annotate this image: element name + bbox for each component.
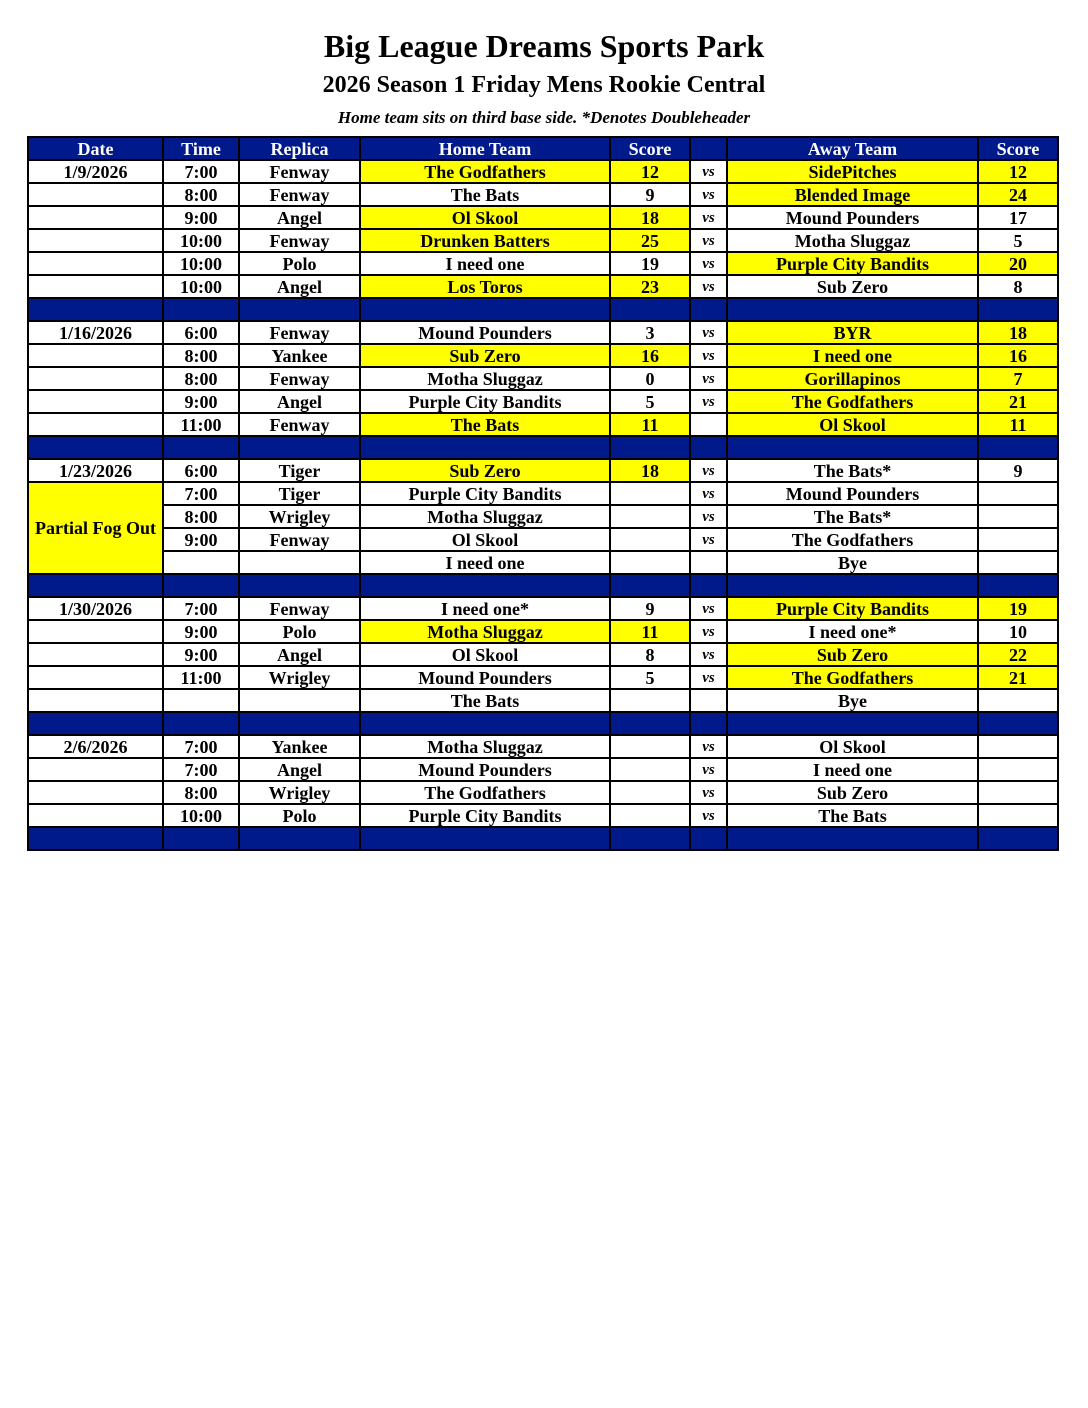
home-team: Motha Sluggaz (360, 620, 610, 643)
home-team: I need one (360, 252, 610, 275)
vs-label: vs (690, 183, 727, 206)
home-score: 19 (610, 252, 690, 275)
game-replica: Tiger (239, 459, 360, 482)
separator-cell (727, 574, 978, 597)
table-row (28, 367, 1058, 390)
home-team: Mound Pounders (360, 758, 610, 781)
header-row (28, 137, 1058, 160)
schedule-table (27, 136, 1059, 851)
home-score (610, 689, 690, 712)
vs-label (690, 413, 727, 436)
home-team: Motha Sluggaz (360, 367, 610, 390)
game-replica: Fenway (239, 367, 360, 390)
game-time: 10:00 (163, 252, 239, 275)
game-replica: Polo (239, 804, 360, 827)
vs-label: vs (690, 781, 727, 804)
table-row (28, 459, 1058, 482)
col-replica: Replica (239, 137, 360, 160)
vs-label: vs (690, 367, 727, 390)
game-date (28, 413, 163, 436)
home-score (610, 482, 690, 505)
away-score (978, 551, 1058, 574)
away-score: 21 (978, 390, 1058, 413)
away-score: 22 (978, 643, 1058, 666)
away-score (978, 528, 1058, 551)
separator-cell (610, 712, 690, 735)
game-time: 10:00 (163, 275, 239, 298)
table-row (28, 620, 1058, 643)
separator-cell (360, 574, 610, 597)
vs-label: vs (690, 620, 727, 643)
home-team: Purple City Bandits (360, 482, 610, 505)
separator-cell (978, 574, 1058, 597)
away-score: 12 (978, 160, 1058, 183)
home-team: Ol Skool (360, 643, 610, 666)
home-score: 16 (610, 344, 690, 367)
separator-cell (727, 712, 978, 735)
away-score: 11 (978, 413, 1058, 436)
game-replica: Fenway (239, 160, 360, 183)
separator-cell (360, 298, 610, 321)
game-date (28, 689, 163, 712)
home-score: 11 (610, 620, 690, 643)
away-team: Purple City Bandits (727, 252, 978, 275)
table-row (28, 505, 1058, 528)
game-time: 10:00 (163, 804, 239, 827)
away-team: Sub Zero (727, 275, 978, 298)
home-team: Purple City Bandits (360, 390, 610, 413)
away-team: Blended Image (727, 183, 978, 206)
separator-cell (239, 827, 360, 850)
away-team: The Bats (727, 804, 978, 827)
away-team: The Bats* (727, 459, 978, 482)
home-score: 18 (610, 459, 690, 482)
away-score (978, 482, 1058, 505)
game-replica: Fenway (239, 229, 360, 252)
separator-cell (978, 436, 1058, 459)
week-separator (28, 298, 1058, 321)
game-time: 10:00 (163, 229, 239, 252)
home-team: Ol Skool (360, 528, 610, 551)
game-replica: Fenway (239, 413, 360, 436)
game-replica: Angel (239, 390, 360, 413)
away-team: I need one* (727, 620, 978, 643)
table-row (28, 183, 1058, 206)
separator-cell (978, 712, 1058, 735)
page-note: Home team sits on third base side. *Denotes Doubleheader (337, 108, 751, 127)
game-time: 9:00 (163, 620, 239, 643)
week-separator (28, 827, 1058, 850)
vs-label: vs (690, 206, 727, 229)
separator-cell (727, 436, 978, 459)
col-vs (690, 137, 727, 160)
game-replica: Polo (239, 620, 360, 643)
home-score: 5 (610, 390, 690, 413)
table-row (28, 804, 1058, 827)
table-row (28, 781, 1058, 804)
away-team: Ol Skool (727, 413, 978, 436)
home-score: 18 (610, 206, 690, 229)
home-score: 25 (610, 229, 690, 252)
home-score: 12 (610, 160, 690, 183)
home-score (610, 804, 690, 827)
away-team: The Godfathers (727, 666, 978, 689)
game-time: 11:00 (163, 413, 239, 436)
vs-label: vs (690, 160, 727, 183)
game-time: 7:00 (163, 758, 239, 781)
separator-cell (727, 298, 978, 321)
game-time (163, 689, 239, 712)
game-time: 11:00 (163, 666, 239, 689)
table-row (28, 528, 1058, 551)
table-row (28, 206, 1058, 229)
away-score (978, 758, 1058, 781)
game-date (28, 643, 163, 666)
home-team: Mound Pounders (360, 321, 610, 344)
away-team: Motha Sluggaz (727, 229, 978, 252)
home-score: 0 (610, 367, 690, 390)
game-replica: Wrigley (239, 505, 360, 528)
game-time: 7:00 (163, 482, 239, 505)
away-score: 9 (978, 459, 1058, 482)
separator-cell (163, 574, 239, 597)
table-row (28, 275, 1058, 298)
game-date (28, 666, 163, 689)
game-time: 7:00 (163, 735, 239, 758)
away-team: Bye (727, 689, 978, 712)
game-date (28, 367, 163, 390)
game-date: 1/23/2026 (28, 459, 163, 482)
away-score: 10 (978, 620, 1058, 643)
game-replica: Angel (239, 758, 360, 781)
separator-cell (978, 827, 1058, 850)
game-time: 7:00 (163, 160, 239, 183)
vs-label: vs (690, 252, 727, 275)
separator-cell (360, 436, 610, 459)
vs-label: vs (690, 229, 727, 252)
table-row (28, 390, 1058, 413)
home-score (610, 505, 690, 528)
separator-cell (690, 298, 727, 321)
separator-cell (28, 436, 163, 459)
home-score (610, 528, 690, 551)
home-team: I need one* (360, 597, 610, 620)
away-score (978, 505, 1058, 528)
page-subtitle: 2026 Season 1 Friday Mens Rookie Central (322, 72, 766, 98)
game-time: 9:00 (163, 206, 239, 229)
table-row (28, 160, 1058, 183)
vs-label (690, 551, 727, 574)
game-replica (239, 689, 360, 712)
table-row (28, 597, 1058, 620)
vs-label: vs (690, 482, 727, 505)
away-score: 5 (978, 229, 1058, 252)
table-row (28, 758, 1058, 781)
game-time: 9:00 (163, 643, 239, 666)
home-team: Purple City Bandits (360, 804, 610, 827)
separator-cell (163, 827, 239, 850)
separator-cell (239, 298, 360, 321)
game-replica: Angel (239, 275, 360, 298)
separator-cell (360, 712, 610, 735)
separator-cell (28, 827, 163, 850)
home-score (610, 758, 690, 781)
separator-cell (690, 436, 727, 459)
home-team: Ol Skool (360, 206, 610, 229)
away-score: 24 (978, 183, 1058, 206)
away-team: Sub Zero (727, 781, 978, 804)
col-home-team: Home Team (360, 137, 610, 160)
separator-cell (163, 712, 239, 735)
game-replica: Fenway (239, 528, 360, 551)
table-row (28, 689, 1058, 712)
separator-cell (610, 436, 690, 459)
home-team: The Bats (360, 689, 610, 712)
table-row (28, 482, 1058, 505)
game-time: 7:00 (163, 597, 239, 620)
away-team: Ol Skool (727, 735, 978, 758)
separator-cell (690, 827, 727, 850)
table-row (28, 229, 1058, 252)
home-team: Sub Zero (360, 344, 610, 367)
away-score (978, 689, 1058, 712)
vs-label: vs (690, 758, 727, 781)
away-score: 16 (978, 344, 1058, 367)
separator-cell (610, 827, 690, 850)
game-date (28, 620, 163, 643)
home-team: The Godfathers (360, 160, 610, 183)
table-row (28, 344, 1058, 367)
game-replica (239, 551, 360, 574)
separator-cell (610, 298, 690, 321)
home-team: The Godfathers (360, 781, 610, 804)
home-score: 9 (610, 183, 690, 206)
away-team: Sub Zero (727, 643, 978, 666)
week-separator (28, 436, 1058, 459)
home-score: 9 (610, 597, 690, 620)
game-date (28, 344, 163, 367)
home-team: The Bats (360, 183, 610, 206)
game-time: 8:00 (163, 505, 239, 528)
game-time (163, 551, 239, 574)
separator-cell (610, 574, 690, 597)
away-score: 8 (978, 275, 1058, 298)
vs-label: vs (690, 597, 727, 620)
table-row (28, 413, 1058, 436)
col-time: Time (163, 137, 239, 160)
game-time: 8:00 (163, 183, 239, 206)
table-row (28, 321, 1058, 344)
table-row (28, 735, 1058, 758)
game-date: 1/9/2026 (28, 160, 163, 183)
game-replica: Wrigley (239, 781, 360, 804)
home-score: 11 (610, 413, 690, 436)
home-team: Motha Sluggaz (360, 735, 610, 758)
vs-label: vs (690, 804, 727, 827)
game-time: 8:00 (163, 344, 239, 367)
game-replica: Fenway (239, 183, 360, 206)
vs-label: vs (690, 321, 727, 344)
game-date: 1/16/2026 (28, 321, 163, 344)
game-date (28, 183, 163, 206)
week-note: Partial Fog Out (28, 482, 163, 574)
away-team: SidePitches (727, 160, 978, 183)
week-separator (28, 574, 1058, 597)
away-team: Purple City Bandits (727, 597, 978, 620)
home-score (610, 735, 690, 758)
game-date: 1/30/2026 (28, 597, 163, 620)
away-team: The Godfathers (727, 390, 978, 413)
home-team: Drunken Batters (360, 229, 610, 252)
table-row (28, 643, 1058, 666)
vs-label: vs (690, 643, 727, 666)
vs-label (690, 689, 727, 712)
separator-cell (239, 712, 360, 735)
vs-label: vs (690, 390, 727, 413)
separator-cell (239, 574, 360, 597)
away-team: Mound Pounders (727, 482, 978, 505)
away-team: Mound Pounders (727, 206, 978, 229)
vs-label: vs (690, 344, 727, 367)
separator-cell (690, 574, 727, 597)
away-score: 17 (978, 206, 1058, 229)
table-row (28, 252, 1058, 275)
home-score (610, 551, 690, 574)
away-team: I need one (727, 344, 978, 367)
week-separator (28, 712, 1058, 735)
game-replica: Wrigley (239, 666, 360, 689)
home-team: I need one (360, 551, 610, 574)
home-score: 3 (610, 321, 690, 344)
game-replica: Angel (239, 643, 360, 666)
game-time: 9:00 (163, 390, 239, 413)
game-replica: Yankee (239, 344, 360, 367)
away-team: The Godfathers (727, 528, 978, 551)
game-date: 2/6/2026 (28, 735, 163, 758)
separator-cell (690, 712, 727, 735)
game-replica: Yankee (239, 735, 360, 758)
game-replica: Polo (239, 252, 360, 275)
separator-cell (360, 827, 610, 850)
page-title: Big League Dreams Sports Park (323, 28, 765, 64)
game-date (28, 804, 163, 827)
away-score (978, 781, 1058, 804)
game-replica: Fenway (239, 597, 360, 620)
away-score: 19 (978, 597, 1058, 620)
away-score: 20 (978, 252, 1058, 275)
col-date: Date (28, 137, 163, 160)
game-date (28, 390, 163, 413)
game-replica: Fenway (239, 321, 360, 344)
away-score: 21 (978, 666, 1058, 689)
vs-label: vs (690, 666, 727, 689)
game-date (28, 229, 163, 252)
home-score: 5 (610, 666, 690, 689)
game-date (28, 275, 163, 298)
away-team: BYR (727, 321, 978, 344)
game-date (28, 758, 163, 781)
separator-cell (28, 298, 163, 321)
away-score (978, 804, 1058, 827)
table-row (28, 551, 1058, 574)
game-date (28, 252, 163, 275)
home-team: Mound Pounders (360, 666, 610, 689)
game-replica: Tiger (239, 482, 360, 505)
away-score (978, 735, 1058, 758)
home-score: 8 (610, 643, 690, 666)
home-team: Los Toros (360, 275, 610, 298)
separator-cell (978, 298, 1058, 321)
vs-label: vs (690, 528, 727, 551)
col-away-team: Away Team (727, 137, 978, 160)
game-time: 8:00 (163, 781, 239, 804)
game-date (28, 781, 163, 804)
vs-label: vs (690, 459, 727, 482)
vs-label: vs (690, 505, 727, 528)
away-team: The Bats* (727, 505, 978, 528)
table-row (28, 666, 1058, 689)
game-time: 6:00 (163, 321, 239, 344)
separator-cell (727, 827, 978, 850)
away-team: Bye (727, 551, 978, 574)
game-time: 6:00 (163, 459, 239, 482)
vs-label: vs (690, 735, 727, 758)
away-score: 7 (978, 367, 1058, 390)
vs-label: vs (690, 275, 727, 298)
separator-cell (163, 436, 239, 459)
home-score: 23 (610, 275, 690, 298)
col-home-score: Score (610, 137, 690, 160)
col-away-score: Score (978, 137, 1058, 160)
home-score (610, 781, 690, 804)
game-date (28, 206, 163, 229)
game-time: 9:00 (163, 528, 239, 551)
separator-cell (28, 712, 163, 735)
away-score: 18 (978, 321, 1058, 344)
game-replica: Angel (239, 206, 360, 229)
home-team: Motha Sluggaz (360, 505, 610, 528)
away-team: I need one (727, 758, 978, 781)
separator-cell (239, 436, 360, 459)
home-team: The Bats (360, 413, 610, 436)
separator-cell (28, 574, 163, 597)
game-time: 8:00 (163, 367, 239, 390)
away-team: Gorillapinos (727, 367, 978, 390)
home-team: Sub Zero (360, 459, 610, 482)
separator-cell (163, 298, 239, 321)
